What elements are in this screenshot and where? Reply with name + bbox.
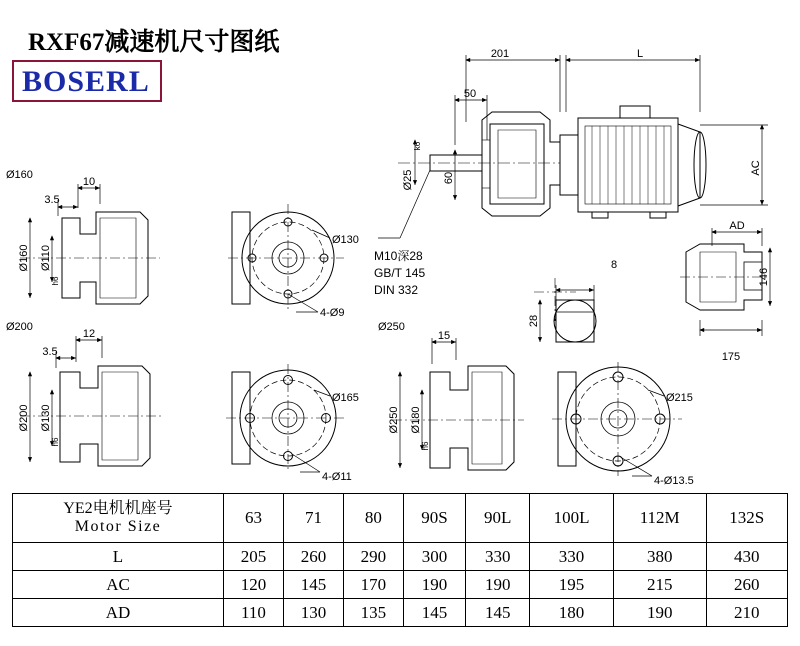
dim-shaft-tol-label: k6: [413, 141, 422, 151]
table-cell: 195: [530, 571, 613, 599]
table-row: [13, 543, 788, 571]
table-row: [13, 599, 788, 627]
table-cell: 210: [706, 599, 787, 627]
dim-8-label: 8: [610, 259, 618, 271]
table-cell: 260: [706, 571, 787, 599]
table-cell: 145: [403, 599, 465, 627]
bolt-circle-130-label: Ø130: [332, 234, 359, 246]
holes-4-9-label: 4-Ø9: [320, 307, 345, 319]
page-title: RXF67减速机尺寸图纸: [28, 29, 280, 56]
tol-h6-bottom-label: h6: [51, 437, 60, 447]
table-row-header-cell: [13, 494, 224, 543]
column-header: 132S: [706, 494, 787, 543]
tol-h6-mid-label: h6: [421, 441, 430, 451]
column-header: 90L: [466, 494, 530, 543]
column-header: 80: [343, 494, 403, 543]
dim-110-label: Ø110: [40, 244, 52, 272]
dim-50-label: 50: [463, 88, 477, 100]
table-header-row: [13, 494, 788, 543]
table-cell: 110: [224, 599, 284, 627]
dim-AC-label: AC: [750, 160, 762, 176]
dim-146-label: 146: [758, 267, 770, 287]
dim-15-label: 15: [437, 330, 451, 342]
table-cell: 215: [613, 571, 706, 599]
dim-200-label: Ø200: [18, 404, 30, 432]
dim-28-label: 28: [528, 314, 540, 328]
table-cell: 180: [530, 599, 613, 627]
dim-175-label: 175: [721, 351, 741, 363]
dim-201-label: 201: [490, 48, 510, 60]
table-row: [13, 571, 788, 599]
dim-12-label: 12: [82, 328, 96, 340]
table-cell: 190: [403, 571, 465, 599]
table-cell: 170: [343, 571, 403, 599]
table-cell: 190: [613, 599, 706, 627]
note-line3: DIN 332: [374, 283, 419, 297]
bolt-circle-215-label: Ø215: [666, 392, 693, 404]
row-label: L: [13, 543, 224, 571]
dim-L-label: L: [636, 48, 644, 60]
dim-180-label: Ø180: [410, 406, 422, 434]
logo-text: BOSERL: [22, 65, 150, 98]
table-cell: 190: [466, 571, 530, 599]
table-cell: 430: [706, 543, 787, 571]
flange-200-title: Ø200: [6, 321, 33, 333]
table-cell: 260: [283, 543, 343, 571]
dim-AD-label: AD: [729, 220, 745, 232]
column-header: 112M: [613, 494, 706, 543]
dim-3-5-top-label: 3.5: [44, 194, 60, 206]
flange-250-title: Ø250: [378, 321, 405, 333]
column-header: 71: [283, 494, 343, 543]
table-cell: 330: [530, 543, 613, 571]
row-label: AD: [13, 599, 224, 627]
table-cell: 290: [343, 543, 403, 571]
table-cell: 130: [283, 599, 343, 627]
dim-10-label: 10: [82, 176, 96, 188]
dimension-table: [12, 493, 788, 627]
flange-160-title: Ø160: [6, 169, 33, 181]
table-cell: 145: [466, 599, 530, 627]
table-cell: 330: [466, 543, 530, 571]
dim-130-label: Ø130: [40, 404, 52, 432]
column-header: 100L: [530, 494, 613, 543]
table-cell: 380: [613, 543, 706, 571]
bolt-circle-165-label: Ø165: [332, 392, 359, 404]
table-cell: 120: [224, 571, 284, 599]
row-header-line2: Motor Size: [74, 518, 162, 535]
table-cell: 205: [224, 543, 284, 571]
dim-160-label: Ø160: [18, 244, 30, 272]
dim-3-5-bottom-label: 3.5: [42, 346, 58, 358]
table-cell: 145: [283, 571, 343, 599]
note-line1: M10深28: [374, 249, 423, 263]
holes-4-11-label: 4-Ø11: [322, 471, 352, 483]
note-line2: GB/T 145: [374, 266, 426, 280]
row-header-line1: YE2电机机座号: [63, 499, 173, 517]
tol-h6-top-label: h6: [51, 276, 60, 286]
row-label: AC: [13, 571, 224, 599]
dim-shaft-label: Ø25: [402, 169, 414, 191]
column-header: 63: [224, 494, 284, 543]
table-cell: 300: [403, 543, 465, 571]
table-cell: 135: [343, 599, 403, 627]
column-header: 90S: [403, 494, 465, 543]
dim-60-label: 60: [443, 171, 455, 185]
dim-250-label: Ø250: [388, 406, 400, 434]
holes-4-135-label: 4-Ø13.5: [654, 475, 694, 487]
